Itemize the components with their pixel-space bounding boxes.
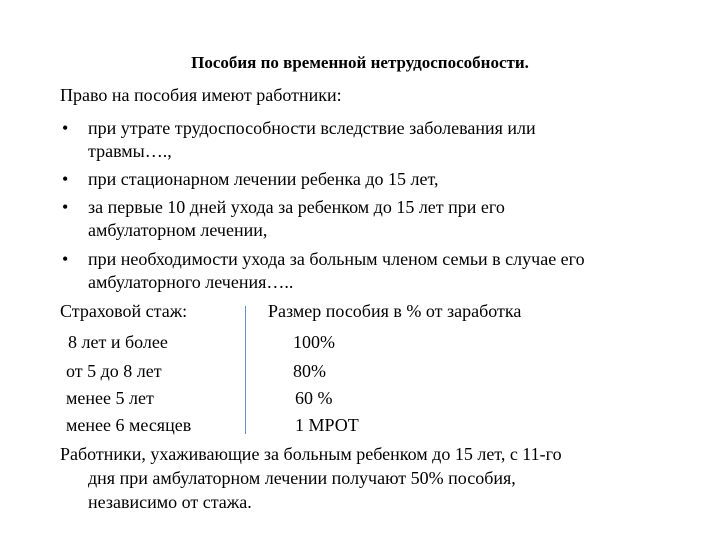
- footer-line-1: Работники, ухаживающие за больным ребенком до 15 лет, с 11-го: [60, 444, 562, 464]
- table-row-amount: 1 МРОТ: [295, 415, 359, 435]
- bullet-item-3-line1: за первые 10 дней ухода за ребенком до 15 лет при его: [88, 197, 505, 217]
- bullet-item-1-line2: травмы….,: [88, 141, 172, 161]
- footer-line-2: дня при амбулаторном лечении получают 50% пособия,: [88, 468, 516, 488]
- bullet-item-4-line2: амбулаторного лечения…..: [88, 272, 294, 292]
- table-header-amount: Размер пособия в % от заработка: [268, 301, 522, 321]
- bullet-icon: •: [62, 249, 69, 269]
- bullet-item-2-line1: при стационарном лечении ребенка до 15 лет,: [88, 169, 439, 189]
- bullet-item-1-line1: при утрате трудоспособности вследствие заболевания или: [88, 118, 536, 138]
- bullet-item-4-line1: при необходимости ухода за больным членом семьи в случае его: [88, 249, 585, 269]
- intro-text: Право на пособия имеют работники:: [60, 85, 342, 105]
- bullet-icon: •: [62, 169, 69, 189]
- bullet-icon: •: [62, 197, 69, 217]
- bullet-item-3-line2: амбулаторном лечении,: [88, 220, 268, 240]
- table-row-stage: менее 5 лет: [66, 388, 154, 408]
- table-divider: [245, 306, 246, 434]
- table-row-amount: 100%: [293, 332, 335, 352]
- bullet-icon: •: [62, 118, 69, 138]
- table-row-stage: от 5 до 8 лет: [66, 361, 162, 381]
- page-title: Пособия по временной нетрудоспособности.: [191, 53, 529, 72]
- table-row-amount: 80%: [293, 361, 326, 381]
- table-row-stage: менее 6 месяцев: [66, 415, 192, 435]
- table-row-amount: 60 %: [295, 388, 333, 408]
- footer-line-3: независимо от стажа.: [88, 492, 252, 512]
- table-row-stage: 8 лет и более: [68, 332, 168, 352]
- table-header-stage: Страховой стаж:: [60, 301, 188, 321]
